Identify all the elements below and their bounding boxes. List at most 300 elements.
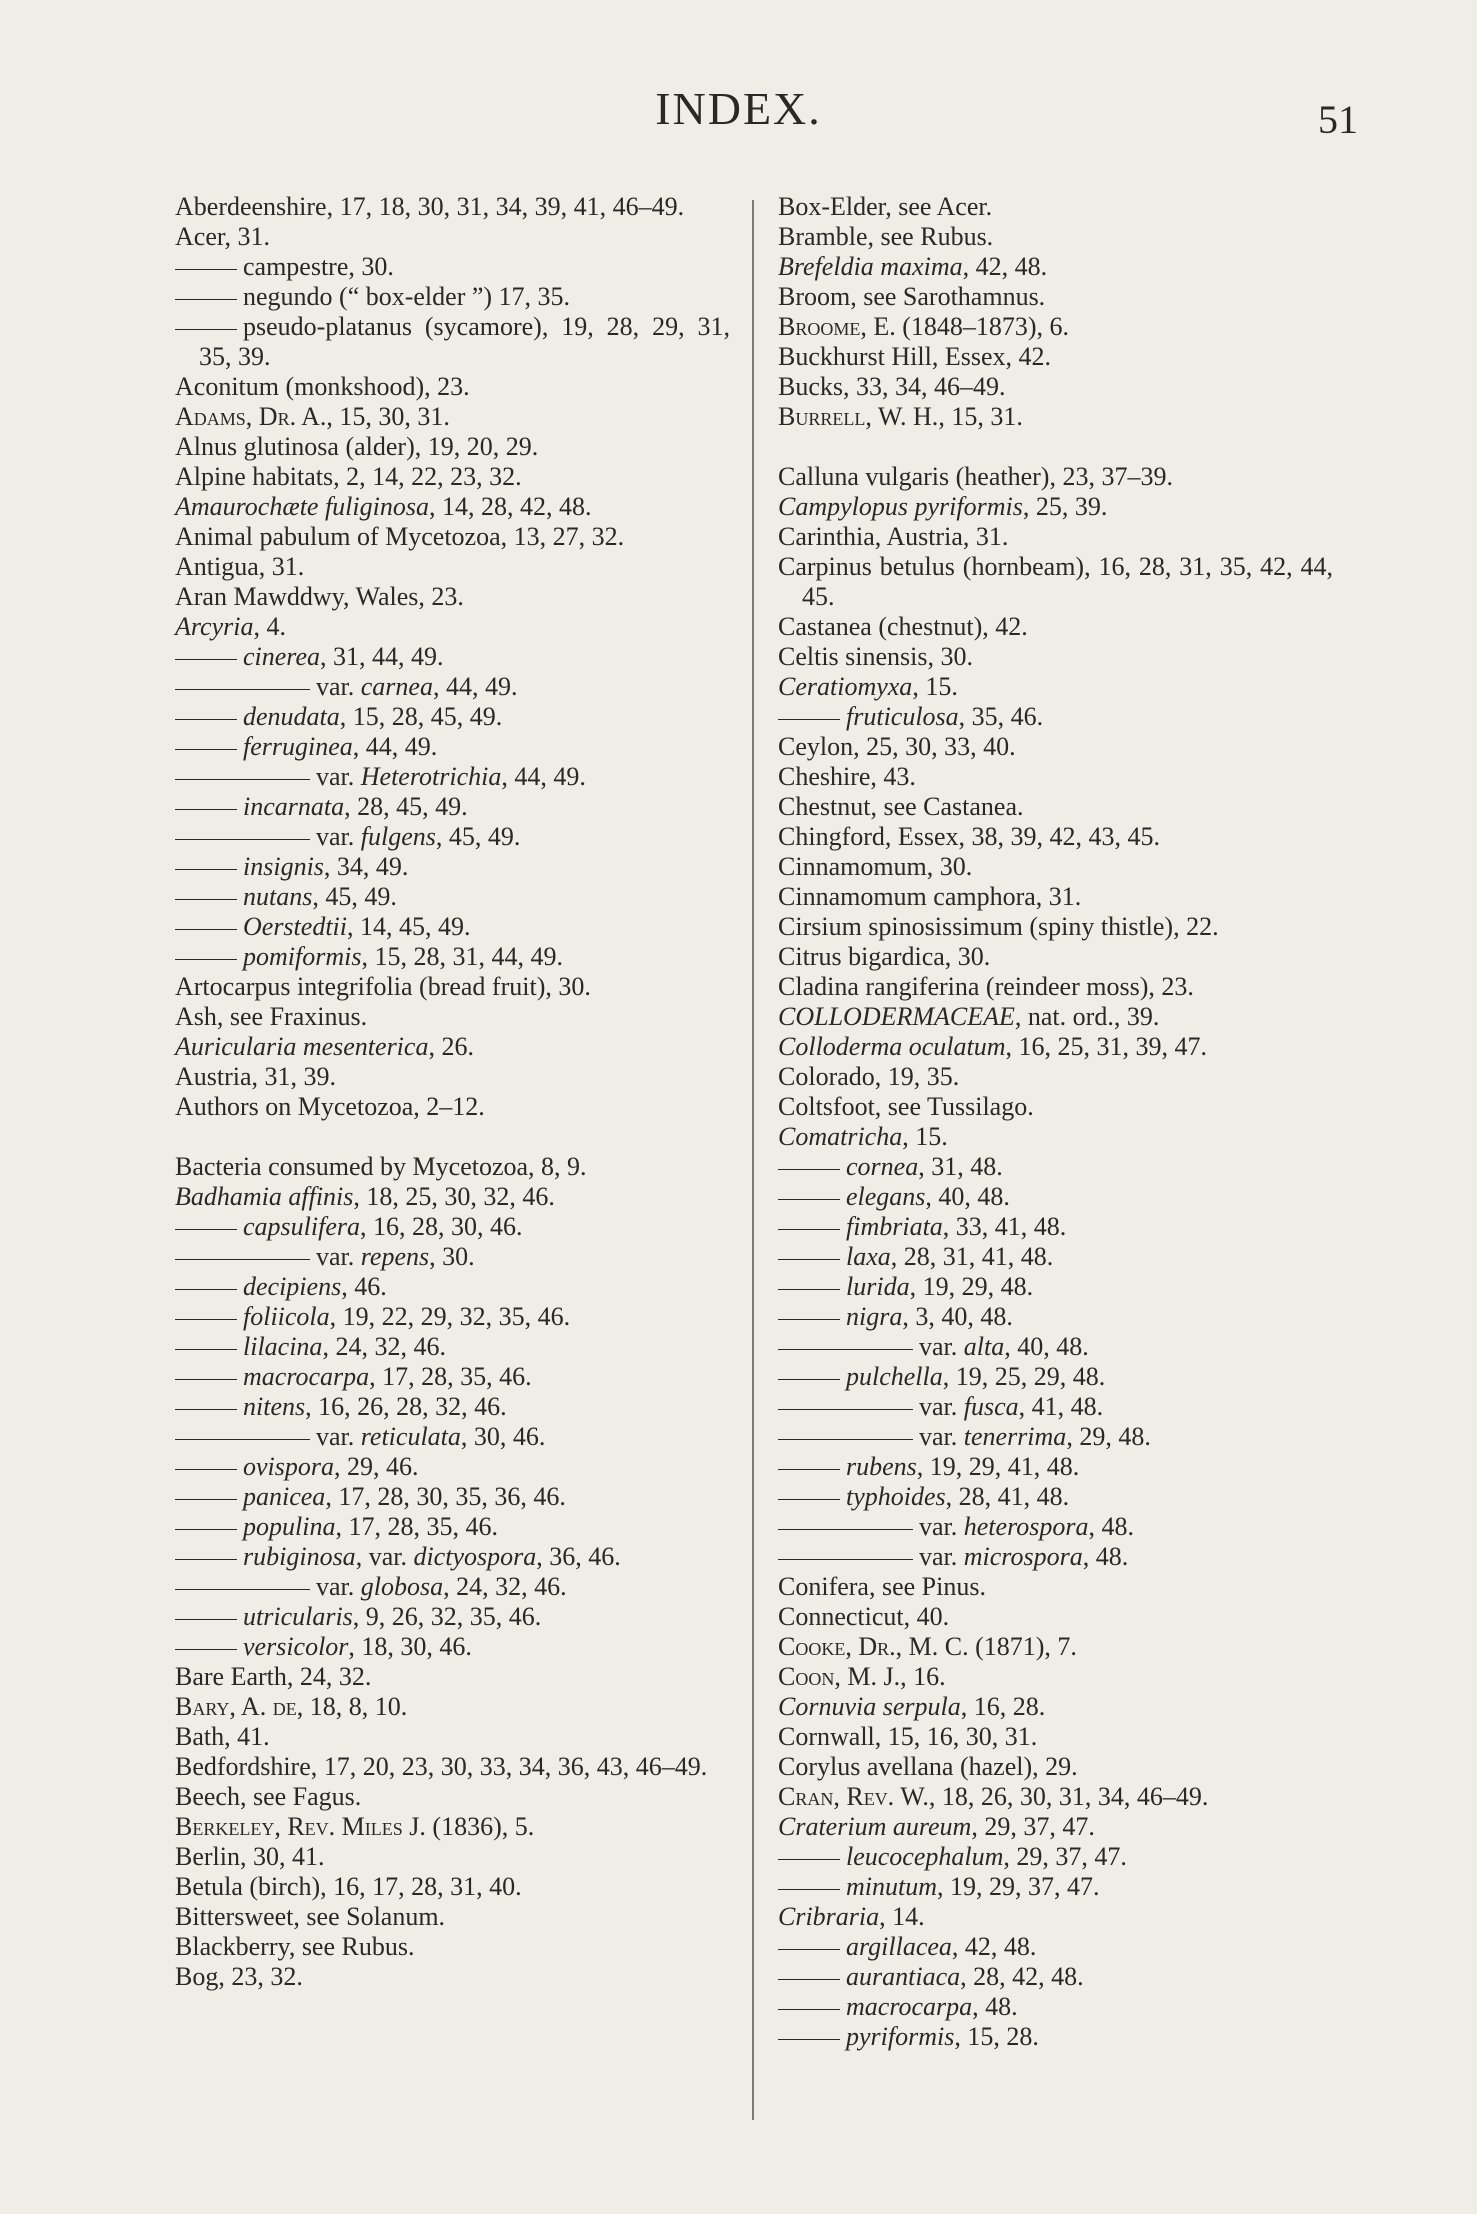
index-entry — [778, 1542, 1333, 1572]
ditto-dash — [778, 1949, 840, 1950]
ditto-dash — [778, 1889, 840, 1890]
ditto-dash — [778, 1559, 913, 1560]
entry-text: , 15, 31. — [938, 402, 1023, 431]
index-entry — [175, 1302, 730, 1332]
ditto-dash — [778, 719, 840, 720]
entry-text: Castanea (chestnut), 42. — [778, 612, 1028, 641]
index-entry — [175, 1452, 730, 1482]
entry-text: , 42, 48. — [962, 252, 1048, 281]
index-column-left — [175, 192, 730, 1992]
index-entry — [778, 2022, 1333, 2052]
entry-text: , nat. ord., 39. — [1014, 1002, 1160, 1031]
entry-text: , 28, 42, 48. — [960, 1962, 1084, 1991]
entry-text: , 46. — [341, 1272, 387, 1301]
index-entry — [778, 222, 1333, 252]
ditto-dash — [778, 1349, 913, 1350]
entry-text: leucocephalum — [846, 1842, 1004, 1871]
ditto-dash — [175, 329, 237, 330]
index-entry — [778, 762, 1333, 792]
ditto-dash — [175, 809, 237, 810]
index-entry — [778, 1032, 1333, 1062]
index-entry — [778, 822, 1333, 852]
entry-text: Campylopus pyriformis — [778, 492, 1023, 521]
index-entry — [175, 1272, 730, 1302]
entry-text: pomiformis — [243, 942, 362, 971]
entry-text: tenerrima — [963, 1422, 1067, 1451]
entry-text: Auricularia mesenterica — [175, 1032, 429, 1061]
entry-text: , 18, 30, 46. — [348, 1632, 472, 1661]
ditto-dash — [778, 1409, 913, 1410]
index-entry — [778, 462, 1333, 492]
entry-text: Cinnamomum camphora, 31. — [778, 882, 1082, 911]
index-entry — [175, 1782, 730, 1812]
entry-text: Artocarpus integrifolia (bread fruit), 30. — [175, 972, 591, 1001]
entry-text: var. — [919, 1512, 964, 1541]
entry-text: Animal pabulum of Mycetozoa, 13, 27, 32. — [175, 522, 625, 551]
entry-text: Alnus glutinosa (alder), 19, 20, 29. — [175, 432, 539, 461]
index-entry — [175, 1872, 730, 1902]
index-entry — [778, 912, 1333, 942]
index-entry — [175, 222, 730, 252]
entry-text: , 17, 28, 35, 46. — [369, 1362, 532, 1391]
entry-text: , 48. — [1088, 1512, 1134, 1541]
index-entry — [778, 1362, 1333, 1392]
index-entry — [175, 1092, 730, 1122]
ditto-dash — [175, 1559, 237, 1560]
ditto-dash — [175, 1409, 237, 1410]
entry-text: Badhamia affinis — [175, 1182, 354, 1211]
index-entry — [175, 1242, 730, 1272]
index-entry — [175, 1182, 730, 1212]
ditto-dash — [778, 2039, 840, 2040]
entry-text: foliicola — [243, 1302, 330, 1331]
entry-text: negundo (“ box-elder ”) 17, 35. — [243, 282, 571, 311]
index-entry — [778, 882, 1333, 912]
index-entry — [175, 612, 730, 642]
index-entry — [175, 522, 730, 552]
entry-text: , 33, 41, 48. — [942, 1212, 1067, 1241]
index-entry — [778, 1512, 1333, 1542]
ditto-dash — [175, 959, 237, 960]
index-entry — [175, 822, 730, 852]
index-entry — [778, 1092, 1333, 1122]
entry-text: Connecticut, 40. — [778, 1602, 950, 1631]
ditto-dash — [778, 1319, 840, 1320]
entry-text: elegans — [846, 1182, 926, 1211]
index-entry — [778, 1992, 1333, 2022]
ditto-dash — [175, 869, 237, 870]
page-number: 51 — [1318, 97, 1358, 142]
ditto-dash — [778, 1289, 840, 1290]
entry-text: COLLODERMACEAE — [778, 1002, 1015, 1031]
entry-text: , 42, 48. — [951, 1932, 1037, 1961]
index-entry — [175, 1752, 730, 1782]
ditto-dash — [175, 1469, 237, 1470]
index-entry — [175, 1422, 730, 1452]
ditto-dash — [175, 779, 310, 780]
entry-text: , 15, 30, 31. — [326, 402, 450, 431]
entry-text: lilacina — [243, 1332, 323, 1361]
index-entry — [778, 522, 1333, 552]
entry-text: Ceylon, 25, 30, 33, 40. — [778, 732, 1016, 761]
entry-text: Cinnamomum, 30. — [778, 852, 973, 881]
entry-text: dictyospora — [413, 1542, 537, 1571]
ditto-dash — [778, 1199, 840, 1200]
entry-text: var. — [316, 822, 361, 851]
ditto-dash — [175, 749, 237, 750]
index-entry — [778, 972, 1333, 1002]
index-entry — [175, 432, 730, 462]
entry-text: fimbriata — [846, 1212, 943, 1241]
entry-text: panicea — [243, 1482, 326, 1511]
entry-text: , 17, 28, 30, 35, 36, 46. — [325, 1482, 566, 1511]
entry-text: , 24, 32, 46. — [322, 1332, 446, 1361]
ditto-dash — [175, 269, 237, 270]
entry-text: Cran, Rev. W. — [778, 1782, 929, 1811]
entry-text: versicolor — [243, 1632, 349, 1661]
index-entry — [175, 1722, 730, 1752]
entry-text: Cribraria — [778, 1902, 880, 1931]
index-entry — [778, 1482, 1333, 1512]
ditto-dash — [778, 1439, 913, 1440]
index-entry — [175, 1962, 730, 1992]
index-entry — [778, 792, 1333, 822]
entry-text: , 28, 41, 48. — [945, 1482, 1070, 1511]
entry-text: Ash, see Fraxinus. — [175, 1002, 368, 1031]
entry-text: Bacteria consumed by Mycetozoa, 8, 9. — [175, 1152, 587, 1181]
ditto-dash — [778, 2009, 840, 2010]
index-entry — [778, 1842, 1333, 1872]
entry-text: , 16. — [900, 1662, 946, 1691]
entry-text: , 15. — [902, 1122, 948, 1151]
entry-text: macrocarpa — [846, 1992, 973, 2021]
entry-text: , 44, 49. — [501, 762, 586, 791]
index-entry — [778, 492, 1333, 522]
entry-text: , 45, 49. — [435, 822, 521, 851]
entry-text: Beech, see Fagus. — [175, 1782, 362, 1811]
ditto-dash — [175, 929, 237, 930]
entry-text: var. — [919, 1392, 964, 1421]
entry-text: Coon, M. J. — [778, 1662, 901, 1691]
entry-text: Ceratiomyxa — [778, 672, 913, 701]
entry-text: Cooke, Dr., M. C. — [778, 1632, 969, 1661]
index-entry — [778, 612, 1333, 642]
index-entry — [175, 732, 730, 762]
entry-text: , 18, 8, 10. — [296, 1692, 408, 1721]
index-entry — [778, 342, 1333, 372]
entry-text: alta — [963, 1332, 1005, 1361]
index-entry — [778, 252, 1333, 282]
index-entry — [175, 1032, 730, 1062]
entry-text: Austria, 31, 39. — [175, 1062, 337, 1091]
entry-text: Blackberry, see Rubus. — [175, 1932, 415, 1961]
index-entry — [778, 402, 1333, 432]
entry-text: Chingford, Essex, 38, 39, 42, 43, 45. — [778, 822, 1161, 851]
entry-text: Box-Elder, see Acer. — [778, 192, 993, 221]
entry-text: , 31, 48. — [918, 1152, 1003, 1181]
index-entry — [175, 792, 730, 822]
entry-text: capsulifera — [243, 1212, 360, 1241]
entry-text: var. — [316, 1572, 361, 1601]
ditto-dash — [175, 1289, 237, 1290]
entry-text: Comatricha — [778, 1122, 903, 1151]
entry-text: minutum — [846, 1872, 937, 1901]
index-entry — [778, 1722, 1333, 1752]
entry-text: , 48. — [1082, 1542, 1129, 1571]
entry-text: , 41, 48. — [1018, 1392, 1104, 1421]
entry-text: campestre, 30. — [243, 252, 394, 281]
ditto-dash — [175, 1319, 237, 1320]
index-entry — [175, 1002, 730, 1032]
entry-text: , 14, 28, 42, 48. — [428, 492, 592, 521]
entry-text: , 15, 28, 45, 49. — [339, 702, 503, 731]
entry-text: , 44, 49. — [432, 672, 518, 701]
index-entry — [778, 732, 1333, 762]
index-entry — [778, 702, 1333, 732]
entry-text: Adams, Dr. A. — [175, 402, 327, 431]
index-entry — [175, 882, 730, 912]
ditto-dash — [778, 1169, 840, 1170]
entry-text: Corylus avellana (hazel), 29. — [778, 1752, 1078, 1781]
entry-text: Craterium aureum — [778, 1812, 972, 1841]
index-entry — [175, 582, 730, 612]
entry-text: cinerea — [243, 642, 320, 671]
entry-text: , 40, 48. — [925, 1182, 1010, 1211]
entry-text: Broome, E. — [778, 312, 896, 341]
entry-text: Carinthia, Austria, 31. — [778, 522, 1009, 551]
entry-text: , 14. — [879, 1902, 925, 1931]
ditto-dash — [778, 1379, 840, 1380]
entry-text: , 34, 49. — [323, 852, 409, 881]
entry-text: Conifera, see Pinus. — [778, 1572, 986, 1601]
index-entry — [175, 972, 730, 1002]
index-entry — [778, 1242, 1333, 1272]
index-entry — [175, 252, 730, 282]
entry-text: , 15, 28. — [954, 2022, 1039, 2051]
entry-text: , 16, 25, 31, 39, 47. — [1005, 1032, 1207, 1061]
index-entry — [175, 1482, 730, 1512]
entry-text: Aconitum (monkshood), 23. — [175, 372, 470, 401]
index-entry — [778, 1302, 1333, 1332]
index-entry — [175, 462, 730, 492]
ditto-dash — [175, 1259, 310, 1260]
index-entry — [175, 1542, 730, 1572]
index-entry — [778, 372, 1333, 402]
entry-text: insignis — [243, 852, 324, 881]
entry-text: , 30, 46. — [460, 1422, 546, 1451]
index-entry — [778, 1332, 1333, 1362]
entry-text: pseudo-platanus (sycamore), 19, 28, 29, 31, 35, 39. — [199, 312, 730, 371]
entry-text: Arcyria — [175, 612, 254, 641]
ditto-dash — [175, 1499, 237, 1500]
ditto-dash — [175, 839, 310, 840]
entry-text: utricularis — [243, 1602, 353, 1631]
ditto-dash — [778, 1469, 840, 1470]
entry-text: globosa — [360, 1572, 444, 1601]
entry-text: , 25, 39. — [1022, 492, 1108, 521]
index-entry — [778, 1152, 1333, 1182]
entry-text: (1836), 5. — [425, 1812, 535, 1841]
entry-text: Coltsfoot, see Tussilago. — [778, 1092, 1034, 1121]
entry-text: nigra — [846, 1302, 903, 1331]
index-entry — [778, 312, 1333, 342]
ditto-dash — [175, 1229, 237, 1230]
entry-text: , 19, 22, 29, 32, 35, 46. — [329, 1302, 571, 1331]
entry-text: var. — [316, 762, 361, 791]
entry-text: var. — [316, 672, 361, 701]
index-entry — [778, 1872, 1333, 1902]
entry-text: Bucks, 33, 34, 46–49. — [778, 372, 1006, 401]
entry-text: , 19, 29, 37, 47. — [937, 1872, 1100, 1901]
index-entry — [778, 1422, 1333, 1452]
entry-text: nitens — [243, 1392, 306, 1421]
index-entry — [778, 1962, 1333, 1992]
ditto-dash — [778, 1499, 840, 1500]
index-entry — [778, 642, 1333, 672]
ditto-dash — [175, 1589, 310, 1590]
index-entry — [778, 1062, 1333, 1092]
entry-text: , 15. — [912, 672, 958, 701]
index-entry — [175, 702, 730, 732]
ditto-dash — [175, 899, 237, 900]
ditto-dash — [175, 1649, 237, 1650]
ditto-dash — [778, 1979, 840, 1980]
entry-text: , 18, 26, 30, 31, 34, 46–49. — [928, 1782, 1209, 1811]
entry-text: Aran Mawddwy, Wales, 23. — [175, 582, 464, 611]
entry-text: , 16, 28, 30, 46. — [360, 1212, 523, 1241]
index-entry — [175, 1362, 730, 1392]
entry-text: Carpinus betulus (hornbeam), 16, 28, 31, 35, 42, 44, 45. — [778, 552, 1333, 611]
index-entry — [175, 552, 730, 582]
entry-text: , 29, 48. — [1066, 1422, 1151, 1451]
entry-text: Antigua, 31. — [175, 552, 305, 581]
entry-text: , 9, 26, 32, 35, 46. — [352, 1602, 542, 1631]
index-entry — [175, 1662, 730, 1692]
index-entry — [175, 1392, 730, 1422]
index-entry — [778, 192, 1333, 222]
ditto-dash — [175, 659, 237, 660]
index-entry — [175, 1842, 730, 1872]
entry-text: ferruginea — [243, 732, 353, 761]
entry-text: Brefeldia maxima — [778, 252, 963, 281]
entry-text: Berlin, 30, 41. — [175, 1842, 325, 1871]
entry-text: Oerstedtii — [243, 912, 347, 941]
entry-text: Bedfordshire, 17, 20, 23, 30, 33, 34, 36, 43, 46–49. — [175, 1752, 708, 1781]
entry-text: microspora — [963, 1542, 1083, 1571]
entry-text: pyriformis — [846, 2022, 955, 2051]
index-entry — [175, 942, 730, 972]
index-entry — [778, 1122, 1333, 1152]
index-entry — [175, 372, 730, 402]
index-entry — [175, 642, 730, 672]
entry-text: fruticulosa — [846, 702, 959, 731]
entry-text: Bog, 23, 32. — [175, 1962, 303, 1991]
entry-text: Burrell, W. H. — [778, 402, 939, 431]
entry-text: reticulata — [360, 1422, 461, 1451]
entry-text: Cheshire, 43. — [778, 762, 916, 791]
index-entry — [175, 1512, 730, 1542]
entry-text: , 31, 44, 49. — [320, 642, 444, 671]
entry-text: , 24, 32, 46. — [443, 1572, 567, 1601]
ditto-dash — [175, 1529, 237, 1530]
ditto-dash — [175, 1379, 237, 1380]
entry-text: heterospora — [963, 1512, 1089, 1541]
entry-text: Bary, A. de — [175, 1692, 297, 1721]
entry-text: Acer, 31. — [175, 222, 270, 251]
entry-text: , 3, 40, 48. — [902, 1302, 1013, 1331]
entry-text: , 19, 29, 41, 48. — [916, 1452, 1080, 1481]
entry-text: lurida — [846, 1272, 910, 1301]
entry-text: var. — [919, 1332, 964, 1361]
entry-text: aurantiaca — [846, 1962, 961, 1991]
index-entry — [778, 1632, 1333, 1662]
index-entry — [175, 852, 730, 882]
index-entry — [175, 1932, 730, 1962]
entry-text: fulgens — [360, 822, 436, 851]
entry-text: nutans — [243, 882, 313, 911]
index-entry — [175, 492, 730, 522]
entry-text: Cornwall, 15, 16, 30, 31. — [778, 1722, 1038, 1751]
entry-text: Authors on Mycetozoa, 2–12. — [175, 1092, 485, 1121]
index-entry — [778, 1212, 1333, 1242]
entry-text: Broom, see Sarothamnus. — [778, 282, 1046, 311]
entry-text: , 16, 26, 28, 32, 46. — [305, 1392, 507, 1421]
index-entry — [778, 942, 1333, 972]
entry-text: Amaurochæte fuliginosa — [175, 492, 429, 521]
ditto-dash — [175, 719, 237, 720]
entry-text: Chestnut, see Castanea. — [778, 792, 1024, 821]
index-entry — [175, 1572, 730, 1602]
entry-text: incarnata — [243, 792, 345, 821]
entry-text: Bath, 41. — [175, 1722, 270, 1751]
index-entry — [778, 1572, 1333, 1602]
entry-text: Colorado, 19, 35. — [778, 1062, 960, 1091]
entry-text: , 29, 46. — [334, 1452, 419, 1481]
entry-text: Alpine habitats, 2, 14, 22, 23, 32. — [175, 462, 522, 491]
entry-text: Cornuvia serpula — [778, 1692, 961, 1721]
index-entry — [778, 1452, 1333, 1482]
index-entry — [778, 852, 1333, 882]
entry-text: , 15, 28, 31, 44, 49. — [361, 942, 563, 971]
entry-text: , 16, 28. — [960, 1692, 1046, 1721]
entry-text: , 14, 45, 49. — [347, 912, 471, 941]
entry-text: , 29, 37, 47. — [1003, 1842, 1127, 1871]
ditto-dash — [175, 1619, 237, 1620]
entry-text: , 44, 49. — [352, 732, 438, 761]
entry-text: Calluna vulgaris (heather), 23, 37–39. — [778, 462, 1173, 491]
entry-text: Celtis sinensis, 30. — [778, 642, 974, 671]
ditto-dash — [778, 1859, 840, 1860]
index-entry — [778, 282, 1333, 312]
index-entry — [778, 1602, 1333, 1632]
entry-text: , 18, 25, 30, 32, 46. — [353, 1182, 555, 1211]
entry-text: repens — [360, 1242, 430, 1271]
entry-text: , 36, 46. — [536, 1542, 621, 1571]
index-entry — [778, 672, 1333, 702]
index-entry — [175, 1902, 730, 1932]
entry-text: cornea — [846, 1152, 919, 1181]
entry-text: Cirsium spinosissimum (spiny thistle), 22. — [778, 912, 1219, 941]
entry-text: , 19, 29, 48. — [909, 1272, 1034, 1301]
index-entry — [175, 402, 730, 432]
column-divider — [752, 200, 754, 2120]
entry-text: , 35, 46. — [958, 702, 1044, 731]
entry-text: fusca — [963, 1392, 1019, 1421]
index-entry — [175, 672, 730, 702]
index-entry — [778, 1002, 1333, 1032]
index-entry — [778, 1662, 1333, 1692]
entry-text: rubens — [846, 1452, 917, 1481]
